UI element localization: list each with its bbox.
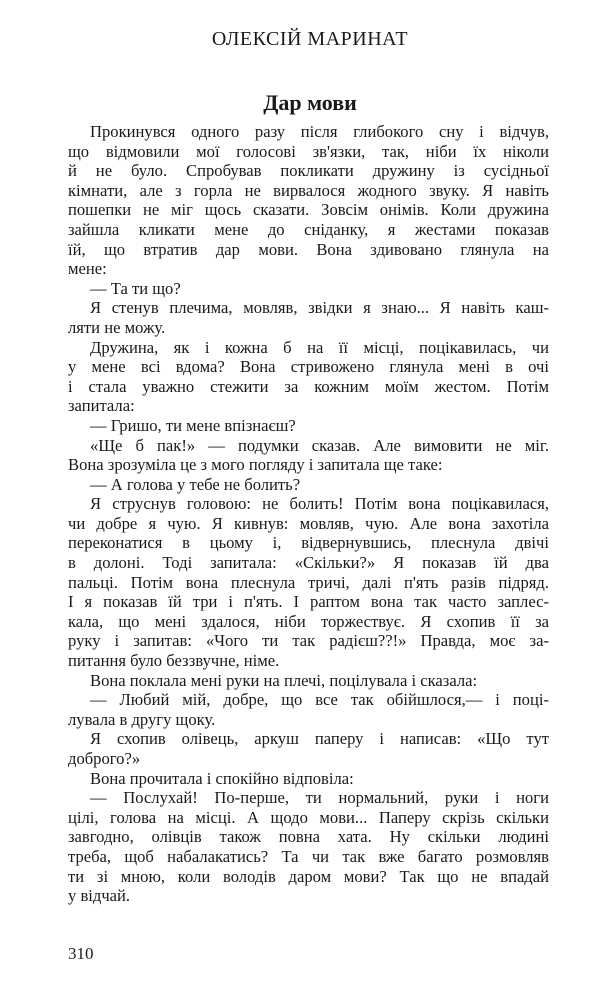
text-line: ти зі мною, коли володів даром мови? Так що не впадай: [68, 866, 549, 886]
text-line: — Гришо, ти мене впізнаєш?: [90, 415, 296, 435]
text-line: руку і запитав: «Чого ти так радієш??!» Правда, моє за-: [68, 631, 549, 651]
text-line: мене:: [68, 259, 107, 279]
text-line: Я стенув плечима, мовляв, звідки я знаю... Я навіть каш-: [90, 298, 549, 318]
text-line: зайшла кликати мене до сніданку, я жестами показав: [68, 219, 549, 239]
paragraph: [68, 671, 549, 691]
paragraph: [68, 279, 549, 299]
text-line: — Любий мій, добре, що все так обійшлося,— і поці-: [90, 690, 549, 710]
paragraph: [68, 122, 549, 279]
author-name: ОЛЕКСІЙ МАРИНАТ: [211, 28, 409, 50]
paragraph: [68, 494, 549, 670]
paragraph: [68, 769, 549, 789]
text-line: і стала уважно стежити за кожним моїм жестом. Потім: [68, 376, 549, 396]
text-line: Вона зрозуміла це з мого погляду і запитала ще таке:: [68, 455, 443, 475]
paragraph: [68, 690, 549, 729]
text-line: питання було беззвучне, німе.: [68, 651, 280, 671]
page-number: 310: [68, 944, 94, 963]
text-line: Вона поклала мені руки на плечі, поцілувала і сказала:: [90, 670, 478, 690]
text-line: треба, щоб набалакатись? Та чи так вже багато розмовляв: [68, 846, 549, 866]
text-line: доброго?»: [68, 749, 141, 768]
text-line: завгодно, олівців також повна хата. Ну скільки людині: [68, 827, 549, 847]
text-line: ляти не можу.: [68, 317, 166, 337]
paragraph: [68, 436, 549, 475]
text-line: що відмовили мої голосові зв'язки, так, ніби їх ніколи: [68, 141, 549, 161]
text-line: І я показав їй три і п'ять. І раптом вона так часто заплес-: [68, 592, 549, 612]
paragraph: [68, 475, 549, 495]
text-line: Прокинувся одного разу після глибокого сну і відчув,: [90, 122, 549, 141]
text-line: — Та ти що?: [90, 278, 181, 298]
paragraph: [68, 298, 549, 337]
text-line: цілі, голова на місці. А щодо мови... Паперу скрізь скільки: [68, 807, 549, 827]
text-line: Дружина, як і кожна б на її місці, поцікавилась, чи: [90, 337, 549, 357]
text-line: кімнати, але з горла не вирвалося жодного звуку. Я навіть: [68, 180, 549, 200]
text-line: переконатися в цьому і, відвернувшись, плеснула двічі: [68, 533, 549, 553]
text-line: Вона прочитала і спокійно відповіла:: [90, 768, 354, 788]
paragraph: [68, 338, 549, 416]
text-line: лувала в другу щоку.: [68, 709, 216, 729]
text-line: у мене всі вдома? Вона стривожено глянула мені в очі: [68, 357, 549, 377]
text-line: — Послухай! По-перше, ти нормальний, руки і ноги: [90, 788, 549, 808]
story-body: [68, 122, 549, 906]
text-line: запитала:: [68, 396, 135, 416]
text-line: й не було. Спробував покликати дружину із сусідньої: [68, 161, 549, 181]
paragraph: [68, 416, 549, 436]
text-line: «Ще б пак!» — подумки сказав. Але вимовити не міг.: [90, 435, 549, 455]
paragraph: [68, 788, 549, 906]
story-title: Дар мови: [263, 90, 357, 115]
text-line: пошепки не міг щось сказати. Зовсім онімів. Коли дружина: [68, 200, 549, 220]
text-line: у відчай.: [68, 886, 131, 906]
text-line: Я схопив олівець, аркуш паперу і написав: «Що тут: [90, 729, 549, 749]
text-line: їй, що втратив дар мови. Вона здивовано глянула на: [68, 239, 549, 259]
paragraph: [68, 729, 549, 768]
text-line: чи добре я чую. Я кивнув: мовляв, чую. Але вона захотіла: [68, 513, 549, 533]
text-line: в долоні. Тоді запитала: «Скільки?» Я показав їй два: [68, 553, 549, 573]
text-line: — А голова у тебе не болить?: [90, 474, 301, 494]
text-line: пальці. Потім вона плеснула тричі, далі п'ять разів підряд.: [68, 572, 549, 592]
text-line: Я струснув головою: не болить! Потім вона поцікавилася,: [90, 494, 549, 514]
text-line: кала, що мені здалося, ніби торжествує. Я схопив її за: [68, 611, 549, 631]
